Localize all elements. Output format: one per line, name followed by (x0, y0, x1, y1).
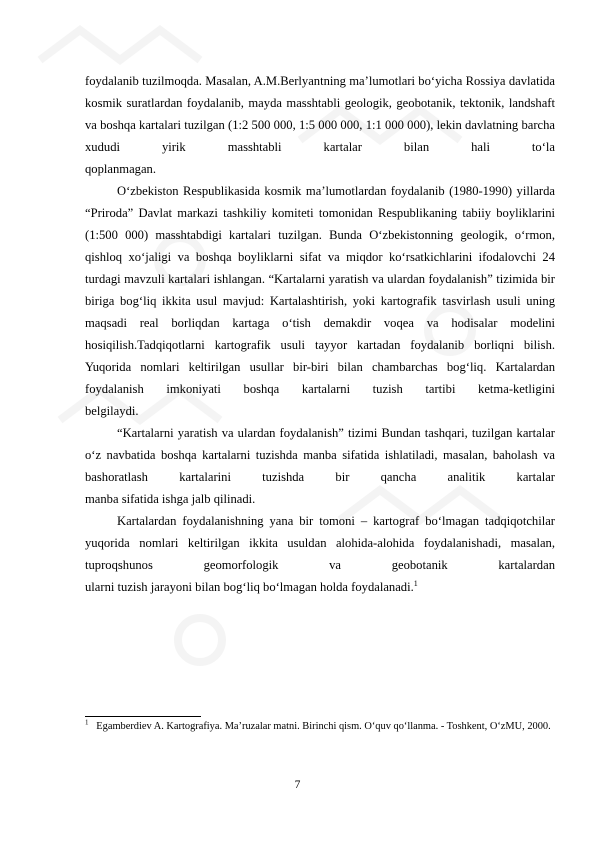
text-line: “Kartalarni yaratish va ulardan foydalanish” tizimida bir biriga bog‘liq ikkita usul (85, 272, 555, 308)
text-line: Kartalardan foydalanishning yana bir tomoni – kartograf bo‘lmagan (117, 514, 480, 528)
text-line: Kartalardan foydalanish imkoniyati boshqa kartalarni tuzish tartibi ketma-ketligini (85, 360, 555, 396)
text-line: bilish. Yuqorida nomlari keltirilgan usullar bir-biri bilan chambarchas bog‘liq. (85, 338, 556, 374)
text-line: borliqdan kartaga o‘tish demakdir voqea va hodisalar modelini (171, 316, 555, 330)
text-line: O‘zbekiston Respublikasida kosmik ma’lumotlardan foydalanib (1980-1990) (117, 184, 513, 198)
text-line: kartalar o‘z navbatida boshqa kartalarni tuzishda manba sifatida ishlatiladi, (85, 426, 555, 462)
page-number: 7 (294, 779, 301, 791)
text-line: qoplanmagan. (85, 162, 156, 176)
paragraph-4-end (85, 576, 555, 598)
paragraph-1 (85, 70, 555, 158)
paragraph-3-end (85, 488, 555, 510)
text-line: hosiqilish.Tadqiqotlarni kartografik usuli tayyor kartadan foydalanib borliqni (85, 338, 514, 352)
text-line: foydalanishadi, masalan, tuproqshunos geomorfologik va geobotanik kartalardan (85, 536, 555, 572)
text-line: “Kartalarni yaratish va ulardan foydalanish” tizimi Bundan tashqari, tuzilgan (117, 426, 513, 440)
text-line: tadqiqotchilar yuqorida nomlari keltirilgan ikkita usuldan alohida-alohida (85, 514, 555, 550)
paragraph-4 (85, 510, 555, 576)
footnote-mark: 1 (85, 718, 89, 727)
paragraph-3 (85, 422, 555, 488)
text-line: belgilaydi. (85, 404, 139, 418)
text-line: miqdor ko‘rsatkichlarini ifodalovchi 24 turdagi mavzuli kartalari ishlangan. (85, 250, 555, 286)
text-line: mavjud: Kartalashtirish, yoki kartografik tasvirlash usuli uning maqsadi real (85, 294, 555, 330)
footnote-text: Egamberdiev A. Kartografiya. Ma’ruzalar matni. Birinchi qism. O‘quv qo‘llanma. - Toshkent, O‘zMU, 2000. (96, 721, 551, 732)
text-line: masalan, baholash va bashoratlash kartalarini tuzishda bir qancha analitik kartalar (85, 448, 555, 484)
document-body (85, 70, 555, 598)
paragraph-2-end (85, 400, 555, 422)
footnote-reference[interactable]: 1 (413, 578, 418, 588)
text-line: davlatida kosmik suratlardan foydalanib, mayda masshtabli geologik, geobotanik, (85, 74, 555, 110)
text-line: foydalanib tuzilmoqda. Masalan, A.M.Berlyantning ma’lumotlari bo‘yicha Rossiya (85, 74, 506, 88)
text-line: yillarda “Priroda” Davlat markazi tashkiliy komiteti tomonidan Respublikaning (85, 184, 555, 220)
text-line: tabiiy boyliklarini (1:500 000) masshtabdigi kartalari tuzilgan. Bunda (85, 206, 556, 242)
text-line: manba sifatida ishga jalb qilinadi. (85, 492, 256, 506)
footnote (85, 720, 555, 733)
footnote-separator (85, 716, 201, 717)
paragraph-2 (85, 180, 555, 400)
text-line: 000), lekin davlatning barcha xududi yirik masshtabli kartalar bilan hali to‘la (85, 118, 556, 154)
text-line: O‘zbekistonning geologik, o‘rmon, qishloq xo‘jaligi va boshqa boyliklarni sifat va (85, 228, 555, 264)
paragraph-1-end (85, 158, 555, 180)
text-line: ularni tuzish jarayoni bilan bog‘liq bo‘lmagan holda foydalanadi. (85, 580, 414, 594)
text-line: tektonik, landshaft va boshqa kartalari tuzilgan (1:2 500 000, 1:5 000 000, 1:1 000 (85, 96, 555, 132)
